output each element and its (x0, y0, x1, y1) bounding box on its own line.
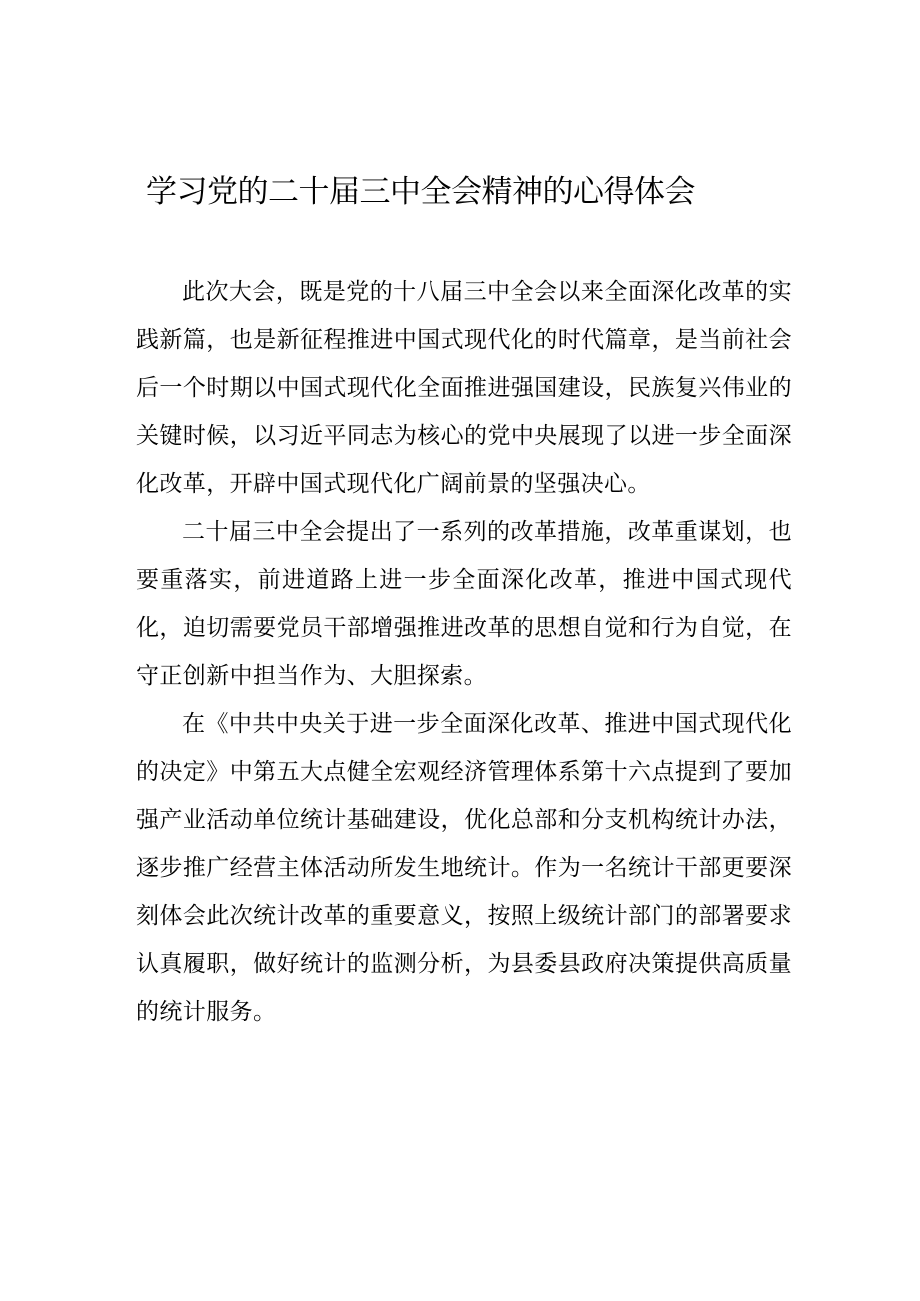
document-body (136, 268, 792, 1036)
paragraph-3: 在《中共中央关于进一步全面深化改革、推进中国式现代化的决定》中第五大点健全宏观经济管理体系第十六点提到了要加强产业活动单位统计基础建设，优化总部和分支机构统计办法，逐步推广经营主体活动所发生地统计。作为一名统计干部更要深刻体会此次统计改革的重要意义，按照上级统计部门的部署要求认真履职，做好统计的监测分析，为县委县政府决策提供高质量的统计服务。 (136, 711, 792, 1025)
paragraph-1: 此次大会，既是党的十八届三中全会以来全面深化改革的实践新篇，也是新征程推进中国式现代化的时代篇章，是当前社会后一个时期以中国式现代化全面推进强国建设，民族复兴伟业的关键时候，以习近平同志为核心的党中央展现了以进一步全面深化改革，开辟中国式现代化广阔前景的坚强决心。 (136, 279, 792, 497)
document-title: 学习党的二十届三中全会精神的心得体会 (146, 174, 695, 210)
paragraph-2: 二十届三中全会提出了一系列的改革措施，改革重谋划，也要重落实，前进道路上进一步全面深化改革，推进中国式现代化，迫切需要党员干部增强推进改革的思想自觉和行为自觉，在守正创新中担当作为、大胆探索。 (136, 519, 792, 689)
